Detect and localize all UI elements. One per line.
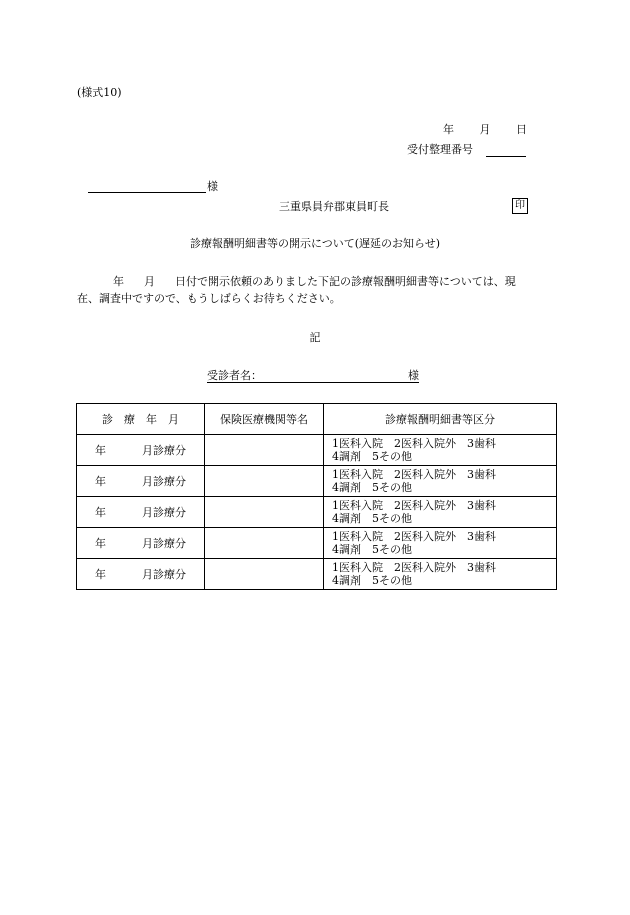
table-row [77, 497, 557, 528]
header-institution: 保険医療機関等名 [205, 404, 324, 435]
table-row [77, 466, 557, 497]
category-line-2: 4調剤 5その他 [332, 543, 412, 556]
category-line-2: 4調剤 5その他 [332, 574, 412, 587]
treatment-month-cell[interactable] [77, 559, 205, 590]
table-row [77, 435, 557, 466]
category-line-2: 4調剤 5その他 [332, 481, 412, 494]
recipient-name-field[interactable] [88, 192, 206, 193]
institution-cell[interactable] [205, 435, 324, 466]
category-line-2: 4調剤 5その他 [332, 512, 412, 525]
patient-name-label: 受診者名： [207, 369, 262, 382]
row-month-label: 月診療分 [142, 475, 186, 488]
category-cell[interactable] [324, 466, 557, 497]
table-row [77, 528, 557, 559]
patient-honorific: 様 [408, 369, 419, 382]
category-line-1: 1医科入院 2医科入院外 3歯科 [332, 437, 496, 450]
claims-table [76, 403, 557, 590]
treatment-month-cell[interactable] [77, 497, 205, 528]
category-line-1: 1医科入院 2医科入院外 3歯科 [332, 561, 496, 574]
category-cell[interactable] [324, 497, 557, 528]
receipt-number-label: 受付整理番号 [407, 143, 473, 156]
category-cell[interactable] [324, 528, 557, 559]
row-month-label: 月診療分 [142, 444, 186, 457]
category-cell[interactable] [324, 559, 557, 590]
date-line [443, 123, 527, 137]
header-statement-category: 診療報酬明細書等区分 [324, 404, 557, 435]
row-year-label: 年 [95, 568, 106, 581]
row-month-label: 月診療分 [142, 537, 186, 550]
institution-cell[interactable] [205, 466, 324, 497]
table-header-row [77, 404, 557, 435]
treatment-month-cell[interactable] [77, 528, 205, 559]
ki-heading: 記 [309, 331, 321, 344]
form-number-label: (様式10) [77, 86, 122, 99]
row-year-label: 年 [95, 537, 106, 550]
body-line-1-text: 日付で開示依頼のありました下記の診療報酬明細書等については、現 [175, 275, 516, 288]
treatment-month-cell[interactable] [77, 435, 205, 466]
treatment-month-cell[interactable] [77, 466, 205, 497]
body-year: 年 [113, 275, 124, 288]
row-year-label: 年 [95, 475, 106, 488]
body-line-2: 在、調査中ですので、もうしばらくお待ちください。 [77, 292, 341, 305]
body-month: 月 [144, 275, 155, 288]
institution-cell[interactable] [205, 497, 324, 528]
header-treatment-month: 診 療 年 月 [77, 404, 205, 435]
category-cell[interactable] [324, 435, 557, 466]
issuer-name: 三重県員弁郡東員町長 [279, 200, 389, 213]
row-month-label: 月診療分 [142, 568, 186, 581]
row-year-label: 年 [95, 444, 106, 457]
date-day: 日 [516, 123, 527, 136]
recipient-honorific: 様 [207, 180, 218, 193]
date-month: 月 [479, 123, 491, 136]
row-month-label: 月診療分 [142, 506, 186, 519]
body-line-1 [77, 275, 516, 289]
seal-stamp: 印 [512, 198, 528, 214]
date-year: 年 [443, 123, 454, 136]
category-line-1: 1医科入院 2医科入院外 3歯科 [332, 530, 496, 543]
table-row [77, 559, 557, 590]
patient-name-field[interactable] [207, 382, 419, 383]
category-line-1: 1医科入院 2医科入院外 3歯科 [332, 499, 496, 512]
category-line-1: 1医科入院 2医科入院外 3歯科 [332, 468, 496, 481]
institution-cell[interactable] [205, 528, 324, 559]
category-line-2: 4調剤 5その他 [332, 450, 412, 463]
document-title: 診療報酬明細書等の開示について(遅延のお知らせ) [189, 237, 441, 250]
row-year-label: 年 [95, 506, 106, 519]
institution-cell[interactable] [205, 559, 324, 590]
receipt-number-field[interactable] [486, 156, 526, 157]
